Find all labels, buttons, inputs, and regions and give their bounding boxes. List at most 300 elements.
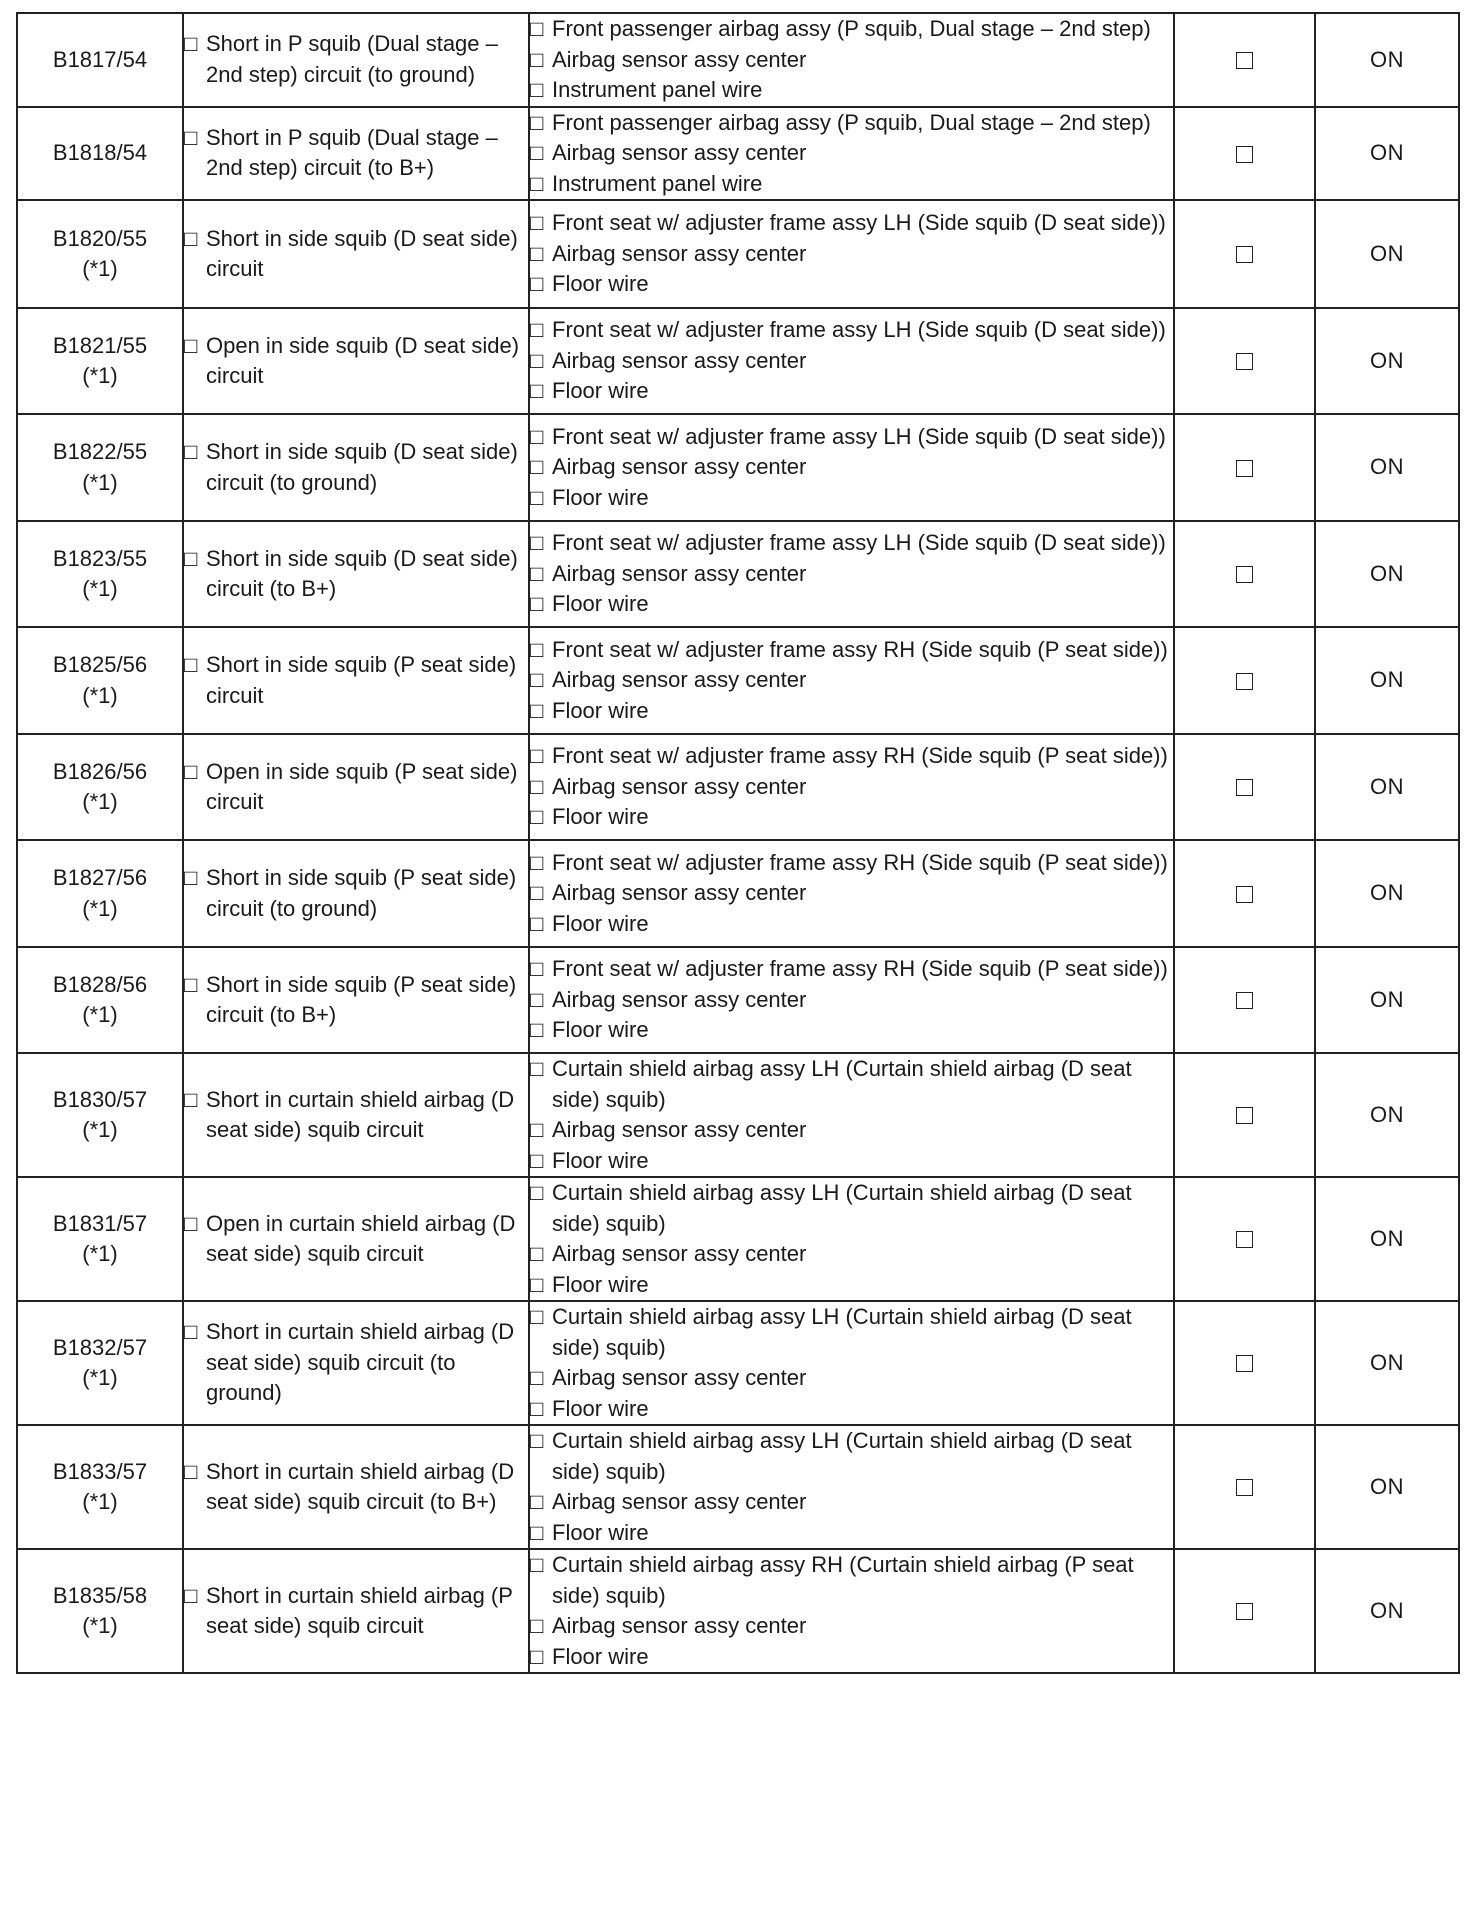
- warning-lamp-cell: [1315, 840, 1459, 947]
- warning-lamp-cell: [1315, 1549, 1459, 1673]
- trouble-area-text: Front seat w/ adjuster frame assy RH (Side squib (P seat side)): [552, 743, 1168, 769]
- dtc-code: B1833/57: [52, 1458, 148, 1484]
- check-cell: [1174, 1549, 1315, 1673]
- checkbox[interactable]: [1236, 1231, 1253, 1248]
- warning-lamp-cell: [1315, 1301, 1459, 1425]
- trouble-area-text: Airbag sensor assy center: [552, 1241, 807, 1266]
- dtc-code: B1823/55: [52, 545, 148, 571]
- bullet-box-icon: □: [530, 1552, 544, 1577]
- trouble-area-cell: [529, 308, 1174, 414]
- trouble-area-item: [530, 452, 1173, 483]
- trouble-area-item: [530, 589, 1173, 620]
- trouble-area-item: [530, 665, 1173, 696]
- detection-text: Short in P squib (Dual stage – 2nd step) circuit (to B+): [206, 124, 498, 181]
- trouble-area-item: [530, 848, 1173, 879]
- bullet-box-icon: □: [530, 240, 544, 266]
- check-cell: [1174, 521, 1315, 627]
- trouble-area-item: [530, 208, 1173, 239]
- detection-item-cell: [183, 107, 529, 201]
- trouble-area-cell: [529, 200, 1174, 308]
- bullet-box-icon: □: [530, 1489, 544, 1514]
- warning-lamp-status: ON: [1370, 880, 1404, 906]
- warning-lamp-cell: [1315, 200, 1459, 308]
- detection-text: Short in curtain shield airbag (D seat side) squib circuit (to ground): [206, 1319, 515, 1406]
- bullet-box-icon: □: [530, 880, 544, 906]
- checkbox[interactable]: [1236, 52, 1253, 69]
- dtc-note: (*1): [82, 895, 118, 921]
- dtc-code-cell: [17, 13, 183, 107]
- trouble-area-text: Instrument panel wire: [552, 170, 763, 196]
- trouble-area-cell: [529, 627, 1174, 734]
- bullet-box-icon: □: [530, 1365, 544, 1390]
- detection-text: Open in curtain shield airbag (D seat side) squib circuit: [206, 1210, 516, 1266]
- trouble-area-item: [530, 346, 1173, 377]
- bullet-box-icon: □: [184, 1086, 198, 1112]
- trouble-area-text: Front passenger airbag assy (P squib, Dual stage – 2nd step): [552, 109, 1151, 135]
- trouble-area-text: Airbag sensor assy center: [552, 1489, 807, 1514]
- table-row: [17, 840, 1459, 947]
- bullet-box-icon: □: [184, 865, 198, 890]
- table-row: [17, 200, 1459, 308]
- detection-item: [184, 224, 528, 285]
- detection-text: Short in side squib (D seat side) circuit (to ground): [206, 439, 518, 495]
- bullet-box-icon: □: [530, 986, 544, 1012]
- dtc-code: B1828/56: [52, 971, 148, 997]
- trouble-area-item: [530, 422, 1173, 453]
- detection-item-cell: [183, 734, 529, 840]
- warning-lamp-status: ON: [1370, 986, 1404, 1012]
- detection-item: [184, 1457, 528, 1518]
- dtc-code-cell: [17, 414, 183, 521]
- bullet-box-icon: □: [530, 1395, 544, 1421]
- bullet-box-icon: □: [184, 652, 198, 677]
- trouble-area-cell: [529, 947, 1174, 1053]
- detection-text: Short in curtain shield airbag (D seat side) squib circuit: [206, 1086, 515, 1142]
- trouble-area-item: [530, 985, 1173, 1016]
- dtc-code: B1827/56: [52, 865, 148, 890]
- dtc-note: (*1): [82, 1002, 118, 1027]
- trouble-area-text: Floor wire: [552, 1643, 649, 1669]
- dtc-code: B1835/58: [52, 1582, 148, 1608]
- checkbox[interactable]: [1236, 992, 1253, 1009]
- check-cell: [1174, 414, 1315, 521]
- warning-lamp-status: ON: [1370, 1473, 1404, 1499]
- detection-item: [184, 29, 528, 90]
- check-cell: [1174, 734, 1315, 840]
- bullet-box-icon: □: [530, 317, 544, 343]
- trouble-area-text: Curtain shield airbag assy LH (Curtain shield airbag (D seat side) squib): [552, 1180, 1132, 1236]
- warning-lamp-status: ON: [1370, 240, 1404, 266]
- warning-lamp-cell: [1315, 1177, 1459, 1301]
- trouble-area-text: Curtain shield airbag assy LH (Curtain shield airbag (D seat side) squib): [552, 1056, 1132, 1112]
- trouble-area-text: Floor wire: [552, 1147, 649, 1173]
- detection-item: [184, 1209, 528, 1270]
- trouble-area-text: Floor wire: [552, 804, 649, 830]
- trouble-area-item: [530, 1015, 1173, 1046]
- dtc-code: B1820/55: [52, 225, 148, 251]
- trouble-area-item: [530, 1642, 1173, 1673]
- bullet-box-icon: □: [530, 910, 544, 936]
- trouble-area-text: Front seat w/ adjuster frame assy LH (Side squib (D seat side)): [552, 530, 1166, 556]
- bullet-box-icon: □: [530, 109, 544, 135]
- detection-item: [184, 650, 528, 711]
- detection-item-cell: [183, 414, 529, 521]
- trouble-area-text: Curtain shield airbag assy LH (Curtain shield airbag (D seat side) squib): [552, 1428, 1132, 1484]
- bullet-box-icon: □: [530, 1117, 544, 1142]
- table-row: [17, 1301, 1459, 1425]
- trouble-area-text: Front passenger airbag assy (P squib, Dual stage – 2nd step): [552, 16, 1151, 41]
- dtc-table: [16, 12, 1460, 1674]
- detection-item-cell: [183, 200, 529, 308]
- detection-text: Short in P squib (Dual stage – 2nd step) circuit (to ground): [206, 31, 498, 87]
- bullet-box-icon: □: [530, 1519, 544, 1545]
- detection-item: [184, 123, 528, 184]
- bullet-box-icon: □: [530, 1643, 544, 1669]
- trouble-area-item: [530, 1550, 1173, 1611]
- bullet-box-icon: □: [530, 1147, 544, 1173]
- trouble-area-cell: [529, 1425, 1174, 1549]
- dtc-code-cell: [17, 1177, 183, 1301]
- table-row: [17, 1425, 1459, 1549]
- warning-lamp-status: ON: [1370, 773, 1404, 799]
- bullet-box-icon: □: [184, 31, 198, 57]
- checkbox[interactable]: [1236, 1107, 1253, 1124]
- bullet-box-icon: □: [184, 124, 198, 150]
- table-row: [17, 521, 1459, 627]
- bullet-box-icon: □: [530, 591, 544, 617]
- dtc-note: (*1): [82, 576, 118, 601]
- bullet-box-icon: □: [184, 1458, 198, 1484]
- dtc-note: (*1): [82, 682, 118, 708]
- table-row: [17, 13, 1459, 107]
- trouble-area-text: Front seat w/ adjuster frame assy LH (Side squib (D seat side)): [552, 423, 1166, 449]
- bullet-box-icon: □: [530, 773, 544, 799]
- trouble-area-item: [530, 1611, 1173, 1642]
- trouble-area-cell: [529, 1177, 1174, 1301]
- bullet-box-icon: □: [530, 1056, 544, 1081]
- trouble-area-text: Floor wire: [552, 1017, 649, 1043]
- trouble-area-text: Airbag sensor assy center: [552, 240, 807, 266]
- trouble-area-item: [530, 315, 1173, 346]
- bullet-box-icon: □: [184, 332, 198, 358]
- warning-lamp-cell: [1315, 308, 1459, 414]
- trouble-area-text: Front seat w/ adjuster frame assy LH (Side squib (D seat side)): [552, 210, 1166, 236]
- trouble-area-item: [530, 635, 1173, 666]
- bullet-box-icon: □: [530, 1017, 544, 1043]
- detection-item-cell: [183, 1053, 529, 1177]
- dtc-note: (*1): [82, 363, 118, 388]
- bullet-box-icon: □: [184, 545, 198, 571]
- bullet-box-icon: □: [184, 971, 198, 997]
- trouble-area-text: Floor wire: [552, 1271, 649, 1297]
- bullet-box-icon: □: [530, 1180, 544, 1205]
- check-cell: [1174, 1177, 1315, 1301]
- dtc-code: B1817/54: [52, 46, 148, 72]
- table-row: [17, 414, 1459, 521]
- dtc-code-cell: [17, 734, 183, 840]
- bullet-box-icon: □: [530, 454, 544, 480]
- dtc-code-cell: [17, 107, 183, 201]
- warning-lamp-cell: [1315, 734, 1459, 840]
- trouble-area-item: [530, 1426, 1173, 1487]
- warning-lamp-status: ON: [1370, 46, 1404, 72]
- warning-lamp-cell: [1315, 947, 1459, 1053]
- dtc-note: (*1): [82, 1365, 118, 1390]
- dtc-note: (*1): [82, 789, 118, 814]
- trouble-area-item: [530, 909, 1173, 940]
- checkbox[interactable]: [1236, 353, 1253, 370]
- bullet-box-icon: □: [184, 1582, 198, 1608]
- warning-lamp-cell: [1315, 414, 1459, 521]
- dtc-table-body: [17, 13, 1459, 1673]
- bullet-box-icon: □: [530, 667, 544, 693]
- trouble-area-text: Floor wire: [552, 697, 649, 723]
- trouble-area-item: [530, 376, 1173, 407]
- warning-lamp-status: ON: [1370, 454, 1404, 480]
- checkbox[interactable]: [1236, 246, 1253, 263]
- trouble-area-text: Airbag sensor assy center: [552, 454, 807, 480]
- detection-item: [184, 437, 528, 498]
- trouble-area-item: [530, 1363, 1173, 1394]
- dtc-note: (*1): [82, 1489, 118, 1514]
- bullet-box-icon: □: [530, 697, 544, 723]
- warning-lamp-status: ON: [1370, 560, 1404, 586]
- trouble-area-item: [530, 802, 1173, 833]
- table-row: [17, 1177, 1459, 1301]
- checkbox[interactable]: [1236, 1355, 1253, 1372]
- table-row: [17, 627, 1459, 734]
- dtc-code-cell: [17, 840, 183, 947]
- checkbox[interactable]: [1236, 886, 1253, 903]
- bullet-box-icon: □: [530, 210, 544, 236]
- table-row: [17, 1549, 1459, 1673]
- checkbox[interactable]: [1236, 673, 1253, 690]
- trouble-area-item: [530, 1518, 1173, 1549]
- dtc-note: (*1): [82, 1613, 118, 1638]
- table-row: [17, 107, 1459, 201]
- trouble-area-item: [530, 1146, 1173, 1177]
- trouble-area-item: [530, 239, 1173, 270]
- trouble-area-cell: [529, 1549, 1174, 1673]
- bullet-box-icon: □: [530, 1428, 544, 1453]
- trouble-area-item: [530, 269, 1173, 300]
- dtc-note: (*1): [82, 469, 118, 495]
- dtc-note: (*1): [82, 1241, 118, 1266]
- dtc-note: (*1): [82, 1117, 118, 1142]
- trouble-area-text: Airbag sensor assy center: [552, 140, 807, 165]
- trouble-area-text: Airbag sensor assy center: [552, 1613, 807, 1638]
- trouble-area-item: [530, 483, 1173, 514]
- trouble-area-item: [530, 1394, 1173, 1425]
- warning-lamp-status: ON: [1370, 347, 1404, 373]
- trouble-area-item: [530, 45, 1173, 76]
- trouble-area-text: Airbag sensor assy center: [552, 1365, 807, 1390]
- warning-lamp-status: ON: [1370, 1349, 1404, 1375]
- check-cell: [1174, 107, 1315, 201]
- bullet-box-icon: □: [530, 140, 544, 165]
- trouble-area-item: [530, 1054, 1173, 1115]
- table-row: [17, 1053, 1459, 1177]
- bullet-box-icon: □: [530, 956, 544, 982]
- trouble-area-item: [530, 741, 1173, 772]
- trouble-area-item: [530, 1487, 1173, 1518]
- detection-text: Short in curtain shield airbag (D seat side) squib circuit (to B+): [206, 1458, 515, 1514]
- table-row: [17, 734, 1459, 840]
- trouble-area-cell: [529, 840, 1174, 947]
- trouble-area-cell: [529, 1301, 1174, 1425]
- check-cell: [1174, 308, 1315, 414]
- checkbox[interactable]: [1236, 460, 1253, 477]
- bullet-box-icon: □: [530, 1304, 544, 1329]
- trouble-area-cell: [529, 414, 1174, 521]
- trouble-area-text: Airbag sensor assy center: [552, 667, 807, 693]
- trouble-area-text: Curtain shield airbag assy RH (Curtain shield airbag (P seat side) squib): [552, 1552, 1134, 1608]
- trouble-area-text: Airbag sensor assy center: [552, 560, 807, 586]
- detection-text: Short in side squib (P seat side) circuit (to ground): [206, 865, 517, 921]
- warning-lamp-status: ON: [1370, 667, 1404, 693]
- checkbox[interactable]: [1236, 566, 1253, 583]
- bullet-box-icon: □: [184, 225, 198, 251]
- checkbox[interactable]: [1236, 1603, 1253, 1620]
- dtc-code-cell: [17, 1549, 183, 1673]
- trouble-area-text: Floor wire: [552, 910, 649, 936]
- trouble-area-text: Airbag sensor assy center: [552, 773, 807, 799]
- table-row: [17, 947, 1459, 1053]
- detection-item-cell: [183, 308, 529, 414]
- trouble-area-text: Instrument panel wire: [552, 77, 763, 102]
- detection-item: [184, 863, 528, 924]
- table-row: [17, 308, 1459, 414]
- bullet-box-icon: □: [530, 560, 544, 586]
- trouble-area-item: [530, 108, 1173, 139]
- trouble-area-text: Floor wire: [552, 1519, 649, 1545]
- detection-item-cell: [183, 1425, 529, 1549]
- trouble-area-item: [530, 954, 1173, 985]
- trouble-area-item: [530, 559, 1173, 590]
- bullet-box-icon: □: [530, 530, 544, 556]
- warning-lamp-status: ON: [1370, 1597, 1404, 1623]
- dtc-code-cell: [17, 521, 183, 627]
- dtc-code: B1825/56: [52, 652, 148, 677]
- trouble-area-item: [530, 878, 1173, 909]
- trouble-area-text: Front seat w/ adjuster frame assy LH (Side squib (D seat side)): [552, 317, 1166, 343]
- bullet-box-icon: □: [184, 439, 198, 464]
- trouble-area-text: Floor wire: [552, 484, 649, 510]
- check-cell: [1174, 1425, 1315, 1549]
- dtc-code-cell: [17, 308, 183, 414]
- bullet-box-icon: □: [184, 758, 198, 784]
- detection-item-cell: [183, 1177, 529, 1301]
- dtc-code: B1826/56: [52, 758, 148, 784]
- dtc-note: (*1): [82, 256, 118, 281]
- dtc-code-cell: [17, 627, 183, 734]
- dtc-code: B1831/57: [52, 1210, 148, 1236]
- trouble-area-cell: [529, 107, 1174, 201]
- detection-item: [184, 970, 528, 1031]
- warning-lamp-status: ON: [1370, 1101, 1404, 1127]
- trouble-area-item: [530, 528, 1173, 559]
- bullet-box-icon: □: [184, 1319, 198, 1345]
- warning-lamp-cell: [1315, 13, 1459, 107]
- trouble-area-cell: [529, 521, 1174, 627]
- detection-item: [184, 1317, 528, 1409]
- warning-lamp-status: ON: [1370, 140, 1404, 165]
- bullet-box-icon: □: [530, 1613, 544, 1638]
- bullet-box-icon: □: [530, 804, 544, 830]
- bullet-box-icon: □: [530, 271, 544, 297]
- bullet-box-icon: □: [530, 423, 544, 449]
- trouble-area-cell: [529, 1053, 1174, 1177]
- trouble-area-item: [530, 772, 1173, 803]
- dtc-code-cell: [17, 1053, 183, 1177]
- bullet-box-icon: □: [530, 849, 544, 875]
- detection-text: Short in side squib (D seat side) circuit (to B+): [206, 545, 518, 601]
- checkbox[interactable]: [1236, 1479, 1253, 1496]
- check-cell: [1174, 13, 1315, 107]
- detection-item-cell: [183, 1549, 529, 1673]
- detection-item-cell: [183, 13, 529, 107]
- dtc-code-cell: [17, 947, 183, 1053]
- bullet-box-icon: □: [184, 1210, 198, 1236]
- trouble-area-item: [530, 696, 1173, 727]
- warning-lamp-cell: [1315, 521, 1459, 627]
- detection-item: [184, 1085, 528, 1146]
- trouble-area-cell: [529, 13, 1174, 107]
- trouble-area-text: Front seat w/ adjuster frame assy RH (Side squib (P seat side)): [552, 956, 1168, 982]
- bullet-box-icon: □: [530, 636, 544, 662]
- bullet-box-icon: □: [530, 378, 544, 404]
- trouble-area-text: Airbag sensor assy center: [552, 880, 807, 906]
- dtc-code-cell: [17, 200, 183, 308]
- bullet-box-icon: □: [530, 77, 544, 102]
- detection-item-cell: [183, 840, 529, 947]
- detection-item-cell: [183, 947, 529, 1053]
- detection-text: Short in side squib (P seat side) circuit: [206, 652, 517, 708]
- warning-lamp-cell: [1315, 107, 1459, 201]
- check-cell: [1174, 1301, 1315, 1425]
- bullet-box-icon: □: [530, 743, 544, 769]
- warning-lamp-status: ON: [1370, 1225, 1404, 1251]
- detection-text: Short in side squib (D seat side) circuit: [206, 225, 518, 281]
- trouble-area-item: [530, 14, 1173, 45]
- bullet-box-icon: □: [530, 1271, 544, 1297]
- trouble-area-text: Front seat w/ adjuster frame assy RH (Side squib (P seat side)): [552, 636, 1168, 662]
- dtc-code: B1821/55: [52, 332, 148, 358]
- detection-item: [184, 544, 528, 605]
- dtc-code: B1830/57: [52, 1086, 148, 1112]
- trouble-area-item: [530, 1270, 1173, 1301]
- trouble-area-text: Floor wire: [552, 378, 649, 404]
- trouble-area-text: Curtain shield airbag assy LH (Curtain shield airbag (D seat side) squib): [552, 1304, 1132, 1360]
- dtc-code-cell: [17, 1301, 183, 1425]
- detection-item-cell: [183, 1301, 529, 1425]
- trouble-area-item: [530, 1178, 1173, 1239]
- checkbox[interactable]: [1236, 146, 1253, 163]
- detection-text: Short in curtain shield airbag (P seat side) squib circuit: [206, 1582, 513, 1638]
- trouble-area-text: Airbag sensor assy center: [552, 46, 807, 72]
- bullet-box-icon: □: [530, 16, 544, 41]
- checkbox[interactable]: [1236, 779, 1253, 796]
- detection-text: Open in side squib (P seat side) circuit: [206, 758, 518, 814]
- trouble-area-item: [530, 138, 1173, 169]
- trouble-area-text: Floor wire: [552, 1395, 649, 1421]
- detection-item-cell: [183, 627, 529, 734]
- detection-text: Short in side squib (P seat side) circuit (to B+): [206, 971, 517, 1027]
- trouble-area-item: [530, 75, 1173, 106]
- dtc-code: B1832/57: [52, 1334, 148, 1360]
- check-cell: [1174, 840, 1315, 947]
- detection-text: Open in side squib (D seat side) circuit: [206, 332, 520, 388]
